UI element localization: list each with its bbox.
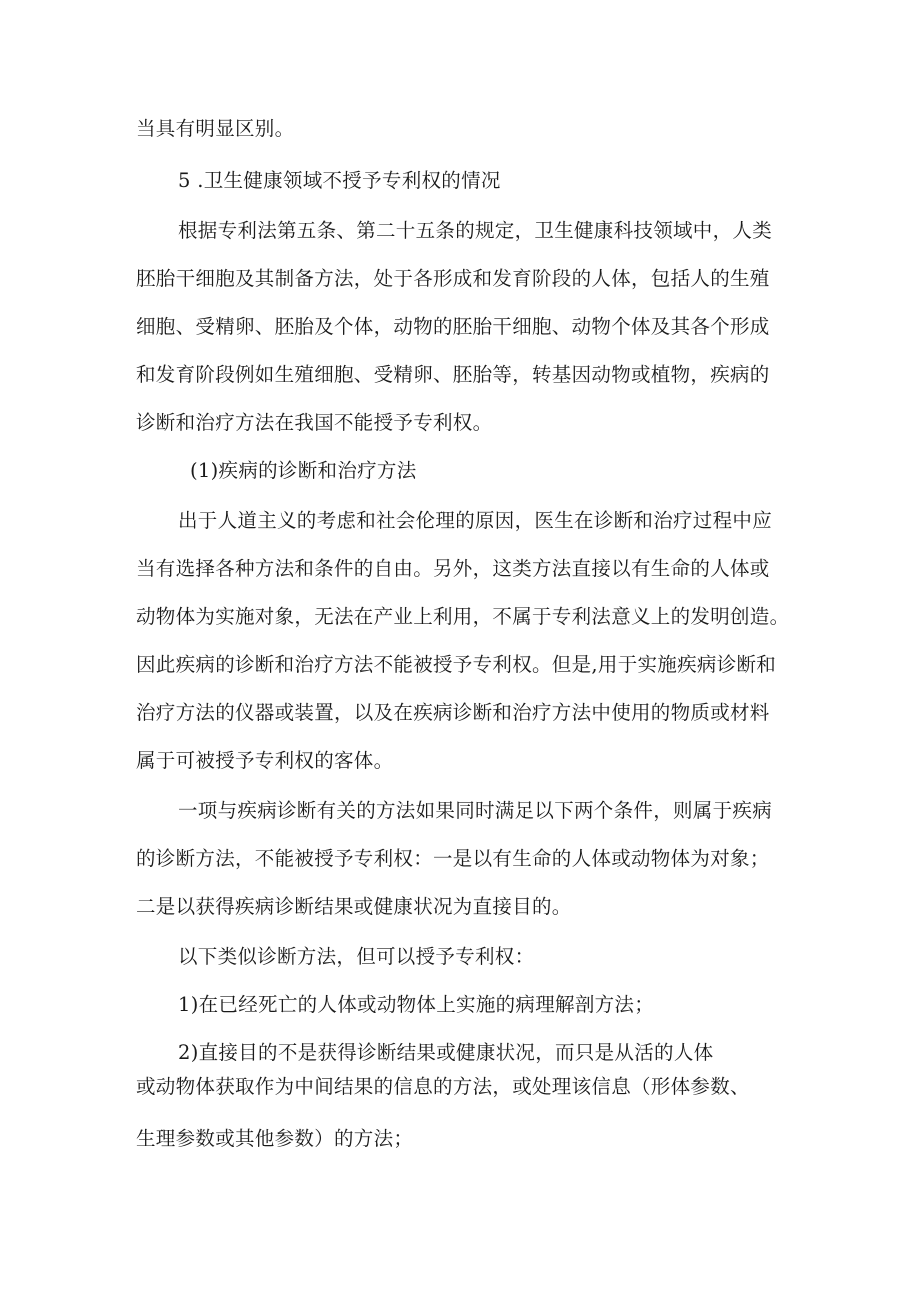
paragraph-line: 根据专利法第五条、第二十五条的规定，卫生健康科技领域中，人类 xyxy=(178,219,773,242)
paragraph-line: 胚胎干细胞及其制备方法，处于各形成和发育阶段的人体，包括人的生殖 xyxy=(136,267,770,290)
paragraph-line: 诊断和治疗方法在我国不能授予专利权。 xyxy=(136,411,493,434)
paragraph-line: 因此疾病的诊断和治疗方法不能被授予专利权。但是,用于实施疾病诊断和 xyxy=(136,653,777,676)
paragraph-line: 出于人道主义的考虑和社会伦理的原因，医生在诊断和治疗过程中应 xyxy=(178,509,773,532)
section-heading-5: 5 .卫生健康领域不授予专利权的情况 xyxy=(178,169,501,192)
paragraph-line: 属于可被授予专利权的客体。 xyxy=(136,749,394,772)
paragraph-line: 动物体为实施对象，无法在产业上利用，不属于专利法意义上的发明创造。 xyxy=(136,605,790,628)
paragraph-line: 以下类似诊断方法，但可以授予专利权： xyxy=(178,945,535,968)
paragraph-line: 的诊断方法，不能被授予专利权：一是以有生命的人体或动物体为对象； xyxy=(136,847,770,870)
subsection-heading-1: (1)疾病的诊断和治疗方法 xyxy=(190,459,417,482)
paragraph-line: 细胞、受精卵、胚胎及个体，动物的胚胎干细胞、动物个体及其各个形成 xyxy=(136,315,770,338)
list-item-2: 2)直接目的不是获得诊断结果或健康状况，而只是从活的人体 xyxy=(178,1041,714,1064)
paragraph-line: 当有选择各种方法和条件的自由。另外，这类方法直接以有生命的人体或 xyxy=(136,557,770,580)
paragraph-continuation-line: 当具有明显区别。 xyxy=(136,117,295,140)
paragraph-line: 一项与疾病诊断有关的方法如果同时满足以下两个条件，则属于疾病 xyxy=(178,799,773,822)
paragraph-line: 二是以获得疾病诊断结果或健康状况为直接目的。 xyxy=(136,895,572,918)
list-item-1: 1)在已经死亡的人体或动物体上实施的病理解剖方法； xyxy=(178,993,655,1016)
paragraph-line: 治疗方法的仪器或装置，以及在疾病诊断和治疗方法中使用的物质或材料 xyxy=(136,701,770,724)
paragraph-line: 和发育阶段例如生殖细胞、受精卵、胚胎等，转基因动物或植物，疾病的 xyxy=(136,363,770,386)
list-item-2-continuation: 生理参数或其他参数）的方法； xyxy=(136,1127,414,1150)
list-item-2-continuation: 或动物体获取作为中间结果的信息的方法，或处理该信息（形体参数、 xyxy=(136,1075,750,1098)
